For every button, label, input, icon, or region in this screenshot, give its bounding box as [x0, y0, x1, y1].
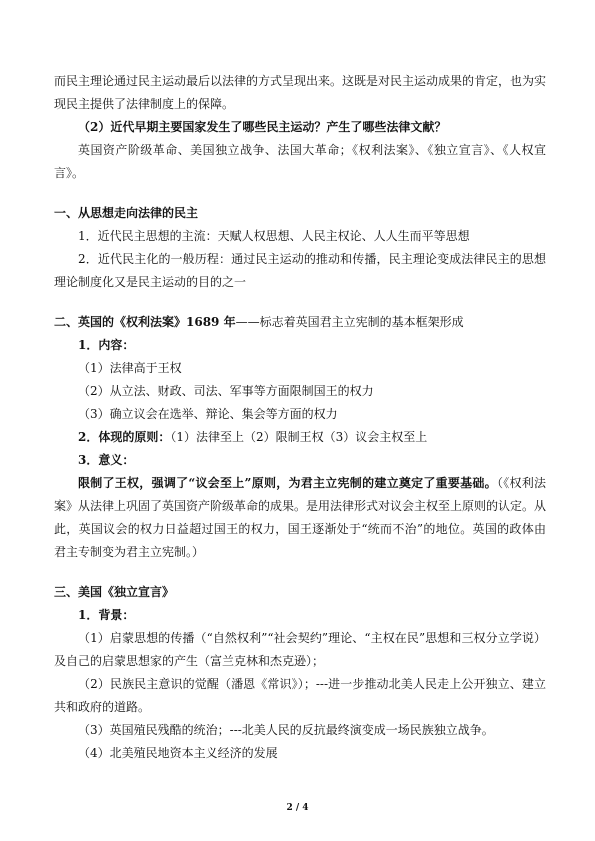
- background-item-4: （4）北美殖民地资本主义经济的发展: [78, 746, 278, 760]
- meaning-label: 3．意义：: [78, 453, 135, 467]
- page-number: 2 / 4: [286, 803, 309, 813]
- section-2-heading: [54, 311, 546, 334]
- background-item-3: （3）英国殖民残酷的统治；---北美人民的反抗最终演变成一场民族独立战争。: [78, 723, 494, 737]
- answer-2: 英国资产阶级革命、美国独立战争、法国大革命；《权利法案》、《独立宣言》、《人权宣言》。: [54, 143, 546, 180]
- principle-line: [54, 426, 546, 449]
- section-1-item-2: 2．近代民主化的一般历程：通过民主运动的推动和传播，民主理论变成法律民主的思想理论制度化又是民主运动的目的之一: [54, 252, 546, 289]
- section-2-heading-rest: ——标志着英国君主立宪制的基本框架形成: [235, 315, 464, 329]
- content-item-2: （2）从立法、财政、司法、军事等方面限制国王的权力: [78, 384, 374, 398]
- meaning-paragraph: [54, 472, 546, 564]
- meaning-rest: （《权利法案》从法律上巩固了英国资产阶级革命的成果。是用法律形式对议会主权至上原则的认定。从此，英国议会的权力日益超过国王的权力，国王逐渐处于“统而不治”的地位。英国的政体由君主专制变为君主立宪制。）: [54, 476, 547, 559]
- background-item-1: （1）启蒙思想的传播（“自然权利”“社会契约”理论、“主权在民”思想和三权分立学说）及自己的启蒙思想家的产生（富兰克林和杰克逊）；: [54, 631, 546, 668]
- content-item-3: （3）确立议会在选举、辩论、集会等方面的权力: [78, 407, 338, 421]
- section-1-item-1: 1．近代民主思想的主流：天赋人权思想、人民主权论、人人生而平等思想: [78, 229, 470, 243]
- intro-paragraph: 而民主理论通过民主运动最后以法律的方式呈现出来。这既是对民主运动成果的肯定，也为实现民主提供了法律制度上的保障。: [54, 74, 547, 111]
- content-label: 1．内容：: [78, 338, 135, 352]
- document-page: [54, 70, 546, 765]
- principle-label: 2．体现的原则：: [78, 430, 171, 444]
- meaning-bold: 限制了王权，强调了“议会至上”原则，为君主立宪制的建立奠定了重要基础。: [78, 476, 497, 490]
- background-label: 1．背景：: [78, 608, 135, 622]
- question-2: （2）近代早期主要国家发生了哪些民主运动？产生了哪些法律文献？: [78, 120, 447, 134]
- background-item-2: （2）民族民主意识的觉醒（潘恩《常识》）；---进一步推动北美人民走上公开独立、建立共和政府的道路。: [54, 677, 546, 714]
- section-1-heading: 一、从思想走向法律的民主: [54, 206, 199, 220]
- section-3-heading: 三、美国《独立宣言》: [54, 585, 175, 599]
- section-2-heading-bold: 二、英国的《权利法案》1689 年: [54, 315, 236, 329]
- principle-text: （1）法律至上（2）限制王权（3）议会主权至上: [170, 430, 428, 444]
- content-item-1: （1）法律高于王权: [78, 361, 182, 375]
